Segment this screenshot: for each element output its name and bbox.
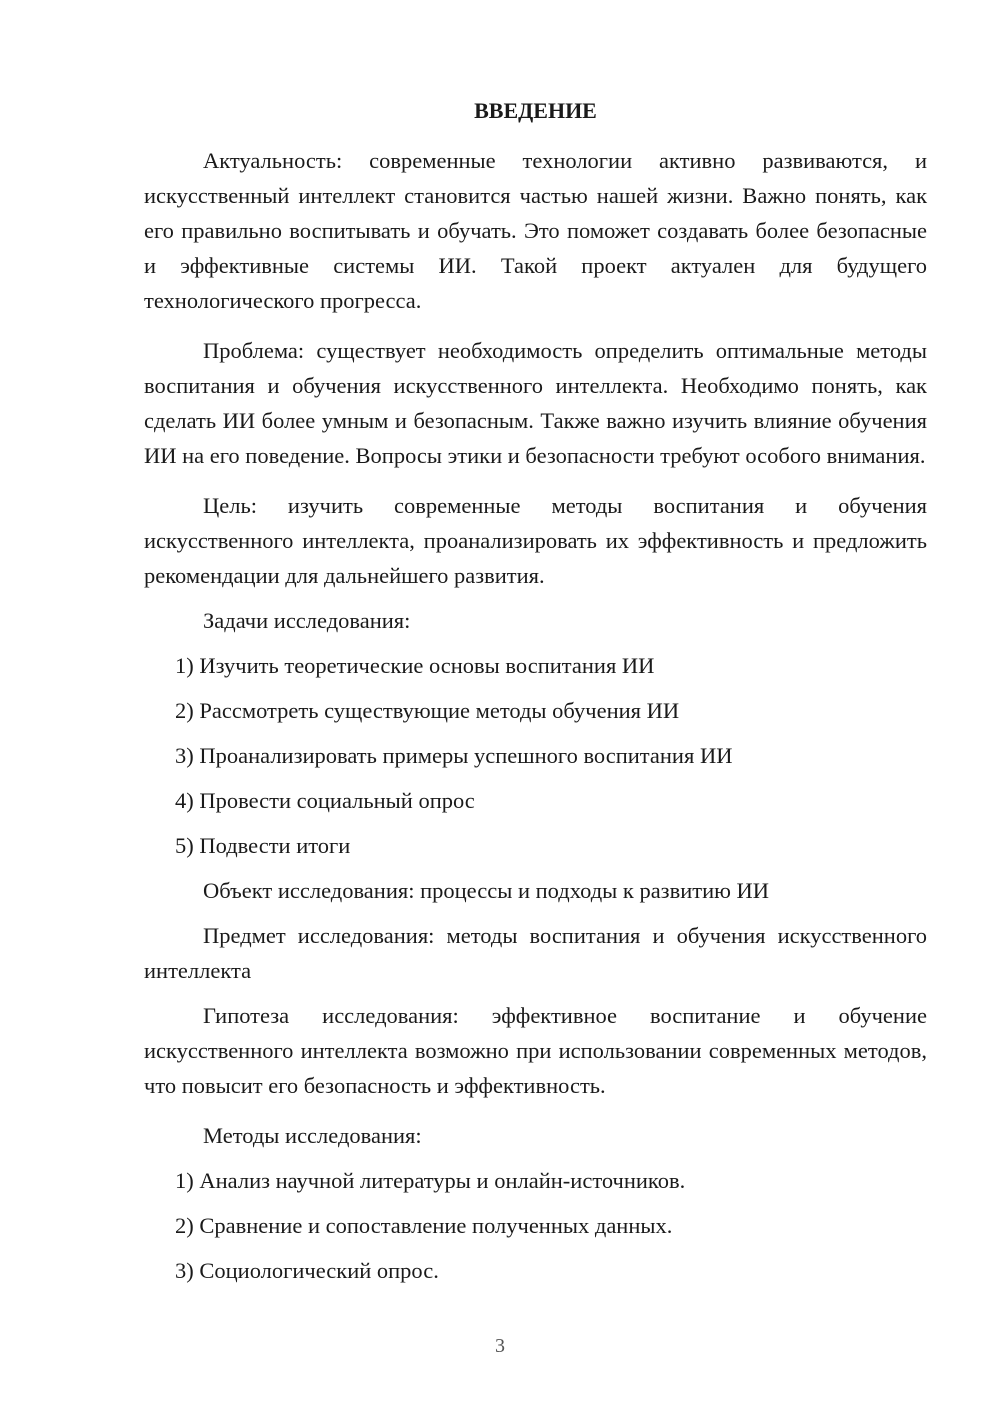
- document-body: [144, 93, 927, 1298]
- relevance-paragraph: Актуальность: современные технологии активно развиваются, и искусственный интеллект становится частью нашей жизни. Важно понять, как его правильно воспитывать и обучать. Это поможет создавать более безопасные и эффективные системы ИИ. Такой проект актуален для будущего технологического прогресса.: [144, 148, 927, 313]
- list-item: 1) Изучить теоретические основы воспитания ИИ: [175, 653, 655, 678]
- methods-label: Методы исследования:: [203, 1123, 422, 1148]
- section-heading: ВВЕДЕНИЕ: [474, 98, 597, 123]
- list-item: 1) Анализ научной литературы и онлайн-источников.: [175, 1168, 686, 1193]
- tasks-label: Задачи исследования:: [203, 608, 411, 633]
- list-item: 3) Проанализировать примеры успешного воспитания ИИ: [175, 743, 733, 768]
- problem-paragraph: Проблема: существует необходимость определить оптимальные методы воспитания и обучения искусственного интеллекта. Необходимо понять, как сделать ИИ более умным и безопасным. Также важно изучить влияние обучения ИИ на его поведение. Вопросы этики и безопасности требуют особого внимания.: [144, 338, 927, 468]
- subject-paragraph: Предмет исследования: методы воспитания и обучения искусственного интеллекта: [144, 923, 927, 983]
- page-number: 3: [495, 1335, 505, 1357]
- goal-paragraph: Цель: изучить современные методы воспитания и обучения искусственного интеллекта, проанализировать их эффективность и предложить рекомендации для дальнейшего развития.: [144, 493, 927, 588]
- list-item: 2) Рассмотреть существующие методы обучения ИИ: [175, 698, 680, 723]
- list-item: 5) Подвести итоги: [175, 833, 351, 858]
- list-item: 3) Социологический опрос.: [175, 1258, 439, 1283]
- methods-list: [144, 1163, 927, 1288]
- list-item: 2) Сравнение и сопоставление полученных данных.: [175, 1213, 673, 1238]
- tasks-list: [144, 648, 927, 863]
- list-item: 4) Провести социальный опрос: [175, 788, 475, 813]
- hypothesis-paragraph: Гипотеза исследования: эффективное воспитание и обучение искусственного интеллекта возможно при использовании современных методов, что повысит его безопасность и эффективность.: [144, 1003, 927, 1098]
- object-paragraph: Объект исследования: процессы и подходы к развитию ИИ: [203, 878, 770, 903]
